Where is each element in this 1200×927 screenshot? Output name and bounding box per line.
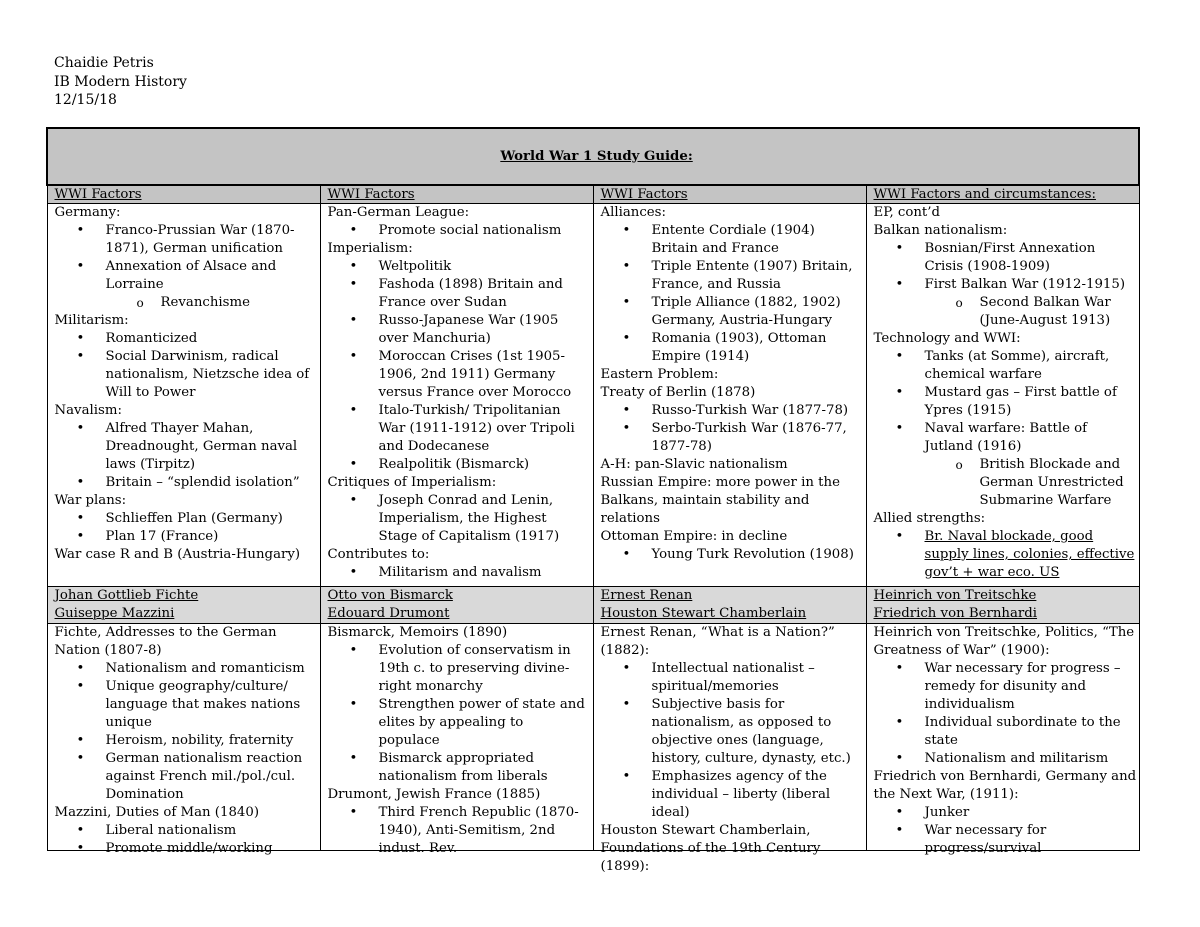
bullet-item: • Junker xyxy=(874,804,1139,822)
bullet-item: • Triple Alliance (1882, 1902) Germany, Austria-Hungary xyxy=(601,294,866,330)
bullet-item: • Russo-Turkish War (1877-78) xyxy=(601,402,866,420)
text-line: EP, cont’d xyxy=(873,205,941,220)
text-line: Allied strengths: xyxy=(873,511,986,526)
text-line: Ernest Renan, “What is a Nation?” (1882): xyxy=(600,625,835,658)
table-title: World War 1 Study Guide: xyxy=(500,148,693,164)
bullet-item: • Strengthen power of state and elites by appealing to populace xyxy=(328,696,593,750)
author-name: Chaidie Petris xyxy=(54,55,154,71)
bullet-item: • Heroism, nobility, fraternity xyxy=(55,732,320,750)
bullet-item: • Moroccan Crises (1st 1905-1906, 2nd 1911) Germany versus France over Morocco xyxy=(328,348,593,402)
text-line: Heinrich von Treitschke, Politics, “The Greatness of War” (1900): xyxy=(873,625,1135,658)
bullet-item: • Realpolitik (Bismarck) xyxy=(328,456,593,474)
bullet-item: • Fashoda (1898) Britain and France over Sudan xyxy=(328,276,593,312)
column-header: WWI Factors xyxy=(47,185,320,204)
text-line: Contributes to: xyxy=(327,547,430,562)
sub-bullet-item: o British Blockade and German Unrestricted Submarine Warfare xyxy=(874,456,1139,510)
bullet-item: • Alfred Thayer Mahan, Dreadnought, German naval laws (Tirpitz) xyxy=(55,420,320,474)
text-line: Treaty of Berlin (1878) xyxy=(600,385,756,400)
person-name: Johan Gottlieb Fichte xyxy=(54,588,199,603)
text-line: Ottoman Empire: in decline xyxy=(600,529,788,544)
bullet-item: • Young Turk Revolution (1908) xyxy=(601,546,866,564)
text-line: Balkan nationalism: xyxy=(873,223,1008,238)
person-name: Houston Stewart Chamberlain xyxy=(600,605,807,621)
document-header xyxy=(54,54,187,110)
thinkers-cell xyxy=(866,624,1139,856)
bullet-item: • Third French Republic (1870-1940), Anti-Semitism, 2nd indust. Rev. xyxy=(328,804,593,858)
people-cell xyxy=(593,587,866,624)
bullet-item: • Joseph Conrad and Lenin, Imperialism, the Highest Stage of Capitalism (1917) xyxy=(328,492,593,546)
text-line: Technology and WWI: xyxy=(873,331,1021,346)
bullet-item: • Romanticized xyxy=(55,330,320,348)
bullet-item: • Subjective basis for nationalism, as opposed to objective ones (language, history, culture, dynasty, etc.) xyxy=(601,696,866,768)
bullet-item: • Promote social nationalism xyxy=(328,222,593,240)
text-line: Friedrich von Bernhardi, Germany and the Next War, (1911): xyxy=(873,769,1137,802)
person-name: Heinrich von Treitschke xyxy=(873,588,1037,603)
text-line: Mazzini, Duties of Man (1840) xyxy=(54,805,260,820)
factors-cell xyxy=(866,204,1139,587)
text-line: Alliances: xyxy=(600,205,666,220)
bullet-item: • Promote middle/working xyxy=(55,840,320,858)
bullet-item: • Nationalism and militarism xyxy=(874,750,1139,768)
bullet-item: • German nationalism reaction against French mil./pol./cul. Domination xyxy=(55,750,320,804)
thinkers-cell xyxy=(320,624,593,856)
bullet-item: • Evolution of conservatism in 19th c. to preserving divine-right monarchy xyxy=(328,642,593,696)
text-line: Drumont, Jewish France (1885) xyxy=(327,787,541,802)
bullet-item: • Serbo-Turkish War (1876-77, 1877-78) xyxy=(601,420,866,456)
bullet-item: • Britain – “splendid isolation” xyxy=(55,474,320,492)
bullet-item: • Br. Naval blockade, good supply lines, colonies, effective gov’t + war eco. US xyxy=(874,528,1139,582)
person-name: Edouard Drumont xyxy=(327,605,450,621)
bullet-item: • Franco-Prussian War (1870-1871), German unification xyxy=(55,222,320,258)
text-line: Pan-German League: xyxy=(327,205,470,220)
text-line: Russian Empire: more power in the Balkans, maintain stability and relations xyxy=(600,475,840,526)
bullet-item: • Russo-Japanese War (1905 over Manchuria) xyxy=(328,312,593,348)
sub-bullet-item: o Second Balkan War (June-August 1913) xyxy=(874,294,1139,330)
text-line: Critiques of Imperialism: xyxy=(327,475,497,490)
bullet-item: • Social Darwinism, radical nationalism, Nietzsche idea of Will to Power xyxy=(55,348,320,402)
bullet-item: • Triple Entente (1907) Britain, France, and Russia xyxy=(601,258,866,294)
factors-cell xyxy=(47,204,320,587)
text-line: Militarism: xyxy=(54,313,129,328)
bullet-item: • Schlieffen Plan (Germany) xyxy=(55,510,320,528)
bullet-item: • Weltpolitik xyxy=(328,258,593,276)
column-header: WWI Factors xyxy=(320,185,593,204)
text-line: Eastern Problem: xyxy=(600,367,719,382)
bullet-item: • Mustard gas – First battle of Ypres (1915) xyxy=(874,384,1139,420)
person-name: Friedrich von Bernhardi xyxy=(873,605,1038,621)
text-line: Imperialism: xyxy=(327,241,413,256)
text-line: War case R and B (Austria-Hungary) xyxy=(54,547,301,562)
sub-bullet-item: o Revanchisme xyxy=(55,294,320,312)
bullet-item: • Intellectual nationalist – spiritual/memories xyxy=(601,660,866,696)
course-name: IB Modern History xyxy=(54,73,187,90)
bullet-item: • Bismarck appropriated nationalism from liberals xyxy=(328,750,593,786)
people-cell xyxy=(866,587,1139,624)
bullet-item: • Tanks (at Somme), aircraft, chemical warfare xyxy=(874,348,1139,384)
text-line: Germany: xyxy=(54,205,121,220)
column-header: WWI Factors and circumstances: xyxy=(866,185,1139,204)
text-line: Fichte, Addresses to the German Nation (1807-8) xyxy=(54,625,277,658)
bullet-item: • Annexation of Alsace and Lorraine xyxy=(55,258,320,294)
bullet-item: • Bosnian/First Annexation Crisis (1908-1909) xyxy=(874,240,1139,276)
bullet-item: • Entente Cordiale (1904) Britain and France xyxy=(601,222,866,258)
study-guide-table xyxy=(46,127,1140,874)
text-line: War plans: xyxy=(54,493,127,508)
factors-cell xyxy=(320,204,593,587)
bullet-item: • Individual subordinate to the state xyxy=(874,714,1139,750)
bullet-item: • First Balkan War (1912-1915) xyxy=(874,276,1139,294)
column-header: WWI Factors xyxy=(593,185,866,204)
person-name: Ernest Renan xyxy=(600,588,693,603)
bullet-item: • Italo-Turkish/ Tripolitanian War (1911-1912) over Tripoli and Dodecanese xyxy=(328,402,593,456)
text-line: Bismarck, Memoirs (1890) xyxy=(327,625,508,640)
text-line: Navalism: xyxy=(54,403,122,418)
bullet-item: • Liberal nationalism xyxy=(55,822,320,840)
factors-cell xyxy=(593,204,866,587)
thinkers-cell xyxy=(47,624,320,856)
bullet-item: • Unique geography/culture/ language that makes nations unique xyxy=(55,678,320,732)
person-name: Guiseppe Mazzini xyxy=(54,605,175,621)
text-line: Houston Stewart Chamberlain, Foundations of the 19th Century (1899): xyxy=(600,823,821,874)
people-cell xyxy=(47,587,320,624)
bullet-item: • Naval warfare: Battle of Jutland (1916) xyxy=(874,420,1139,456)
people-cell xyxy=(320,587,593,624)
bullet-item: • Plan 17 (France) xyxy=(55,528,320,546)
thinkers-cell xyxy=(593,624,866,874)
bullet-item: • Nationalism and romanticism xyxy=(55,660,320,678)
person-name: Otto von Bismarck xyxy=(327,588,453,603)
bullet-item: • War necessary for progress – remedy for disunity and individualism xyxy=(874,660,1139,714)
bullet-item: • War necessary for progress/survival xyxy=(874,822,1139,858)
bullet-item: • Romania (1903), Ottoman Empire (1914) xyxy=(601,330,866,366)
text-line: A-H: pan-Slavic nationalism xyxy=(600,457,788,472)
bullet-item: • Militarism and navalism xyxy=(328,564,593,582)
bullet-item: • Emphasizes agency of the individual – liberty (liberal ideal) xyxy=(601,768,866,822)
table-title-cell xyxy=(47,128,1139,185)
document-date: 12/15/18 xyxy=(54,92,117,108)
